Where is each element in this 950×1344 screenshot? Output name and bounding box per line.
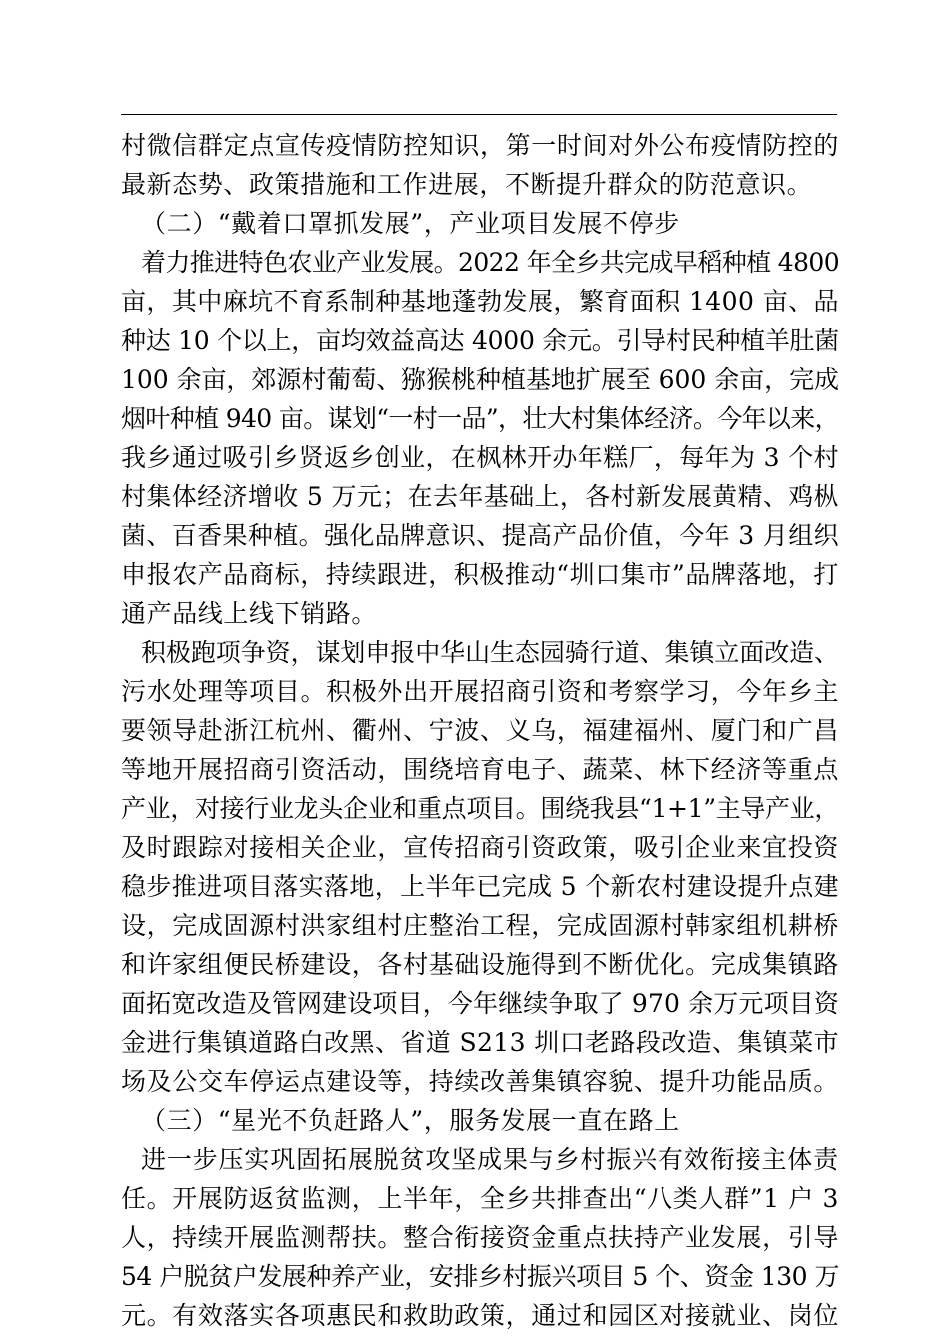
text-line: （三）“星光不负赶路人”，服务发展一直在路上 <box>141 1106 680 1135</box>
text-line: 任。开展防返贫监测，上半年，全乡共排查出“八类人群”1 户 3 <box>121 1184 839 1213</box>
text-line: 我乡通过吸引乡贤返乡创业，在枫林开办年糕厂，每年为 3 个村 <box>121 443 839 472</box>
header-rule <box>121 114 837 115</box>
text-line: 产业，对接行业龙头企业和重点项目。围绕我县“1+1”主导产业， <box>121 794 839 823</box>
text-line: 等地开展招商引资活动，围绕培育电子、蔬菜、林下经济等重点 <box>121 755 839 784</box>
text-line: 村集体经济增收 5 万元；在去年基础上，各村新发展黄精、鸡枞 <box>121 482 839 511</box>
text-line: 稳步推进项目落实落地，上半年已完成 5 个新农村建设提升点建 <box>121 872 839 901</box>
text-line: 烟叶种植 940 亩。谋划“一村一品”，壮大村集体经济。今年以来， <box>121 404 839 433</box>
text-line: 进一步压实巩固拓展脱贫攻坚成果与乡村振兴有效衔接主体责 <box>141 1145 839 1174</box>
text-line: 污水处理等项目。积极外出开展招商引资和考察学习，今年乡主 <box>121 677 839 706</box>
text-line: 亩，其中麻坑不育系制种基地蓬勃发展，繁育面积 1400 亩、品 <box>121 287 839 316</box>
text-line: 面拓宽改造及管网建设项目，今年继续争取了 970 余万元项目资 <box>121 989 839 1018</box>
text-line: 申报农产品商标，持续跟进，积极推动“圳口集市”品牌落地，打 <box>121 560 839 589</box>
text-line: 菌、百香果种植。强化品牌意识、提高产品价值，今年 3 月组织 <box>121 521 839 550</box>
text-line: （二）“戴着口罩抓发展”，产业项目发展不停步 <box>141 209 680 238</box>
text-line: 54 户脱贫户发展种养产业，安排乡村振兴项目 5 个、资金 130 万 <box>121 1262 839 1291</box>
document-body <box>121 126 839 1335</box>
text-line: 人，持续开展监测帮扶。整合衔接资金重点扶持产业发展，引导 <box>121 1223 839 1252</box>
text-line: 要领导赴浙江杭州、衢州、宁波、义乌，福建福州、厦门和广昌 <box>121 716 839 745</box>
text-line: 元。有效落实各项惠民和救助政策，通过和园区对接就业、岗位 <box>121 1301 839 1330</box>
text-line: 场及公交车停运点建设等，持续改善集镇容貌、提升功能品质。 <box>121 1067 839 1096</box>
text-line: 积极跑项争资，谋划申报中华山生态园骑行道、集镇立面改造、 <box>141 638 839 667</box>
text-line: 着力推进特色农业产业发展。2022 年全乡共完成早稻种植 4800 <box>141 248 839 277</box>
text-line: 金进行集镇道路白改黑、省道 S213 圳口老路段改造、集镇菜市 <box>121 1028 839 1057</box>
text-line: 种达 10 个以上，亩均效益高达 4000 余元。引导村民种植羊肚菌 <box>121 326 839 355</box>
text-line: 设，完成固源村洪家组村庄整治工程，完成固源村韩家组机耕桥 <box>121 911 839 940</box>
text-line: 通产品线上线下销路。 <box>121 599 378 628</box>
text-line: 100 余亩，郊源村葡萄、猕猴桃种植基地扩展至 600 余亩，完成 <box>121 365 839 394</box>
text-line: 最新态势、政策措施和工作进展，不断提升群众的防范意识。 <box>121 170 813 199</box>
text-line: 和许家组便民桥建设，各村基础设施得到不断优化。完成集镇路 <box>121 950 839 979</box>
text-line: 及时跟踪对接相关企业，宣传招商引资政策，吸引企业来宜投资 <box>121 833 839 862</box>
text-line: 村微信群定点宣传疫情防控知识，第一时间对外公布疫情防控的 <box>121 131 839 160</box>
